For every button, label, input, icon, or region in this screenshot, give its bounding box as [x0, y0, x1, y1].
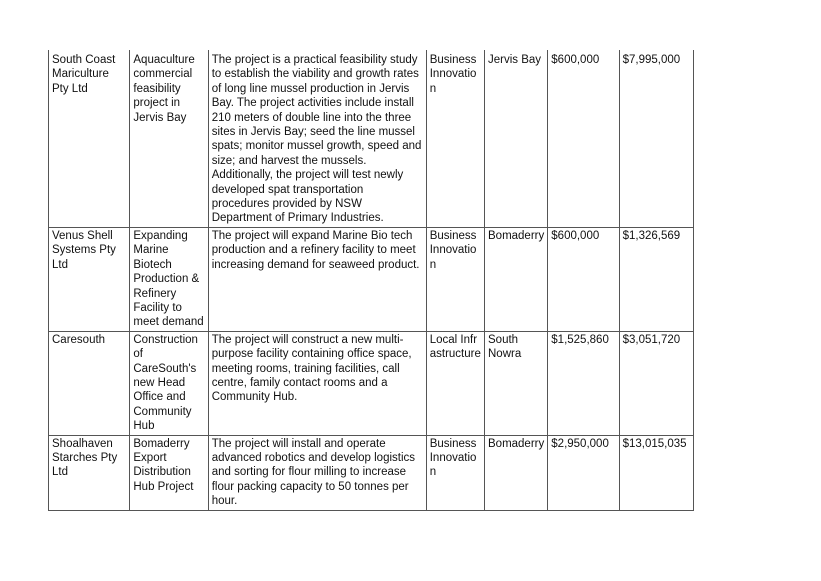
description-cell: The project is a practical feasibility study to establish the viability and growth rates of long line mussel production in Jervis Bay. The project activities include install 210 meters of double line into the three sites in Jervis Bay; seed the line mussel spats; monitor mussel growth, speed and size; and harvest the mussels. Additionally, the project will test newly developed spat transportation procedures provided by NSW Department of Primary Industries. — [208, 50, 426, 227]
stream-cell: Business Innovation — [426, 435, 484, 510]
organisation-cell: Shoalhaven Starches Pty Ltd — [49, 435, 130, 510]
stream-cell: Business Innovation — [426, 227, 484, 331]
total-cost-cell: $13,015,035 — [619, 435, 693, 510]
grant-amount-cell: $600,000 — [548, 227, 619, 331]
project-cell: Expanding Marine Biotech Production & Refinery Facility to meet demand — [130, 227, 208, 331]
grant-amount-cell: $600,000 — [548, 50, 619, 227]
table-row — [49, 227, 694, 331]
table-row — [49, 331, 694, 435]
description-cell: The project will install and operate advanced robotics and develop logistics and sorting for flour milling to increase flour packing capacity to 50 tonnes per hour. — [208, 435, 426, 510]
stream-cell: Business Innovation — [426, 50, 484, 227]
location-cell: Bomaderry — [485, 435, 548, 510]
description-cell: The project will expand Marine Bio tech production and a refinery facility to meet increasing demand for seaweed product. — [208, 227, 426, 331]
table-row — [49, 435, 694, 510]
organisation-cell: South Coast Mariculture Pty Ltd — [49, 50, 130, 227]
description-cell: The project will construct a new multi-purpose facility containing office space, meeting rooms, training facilities, call centre, family contact rooms and a Community Hub. — [208, 331, 426, 435]
total-cost-cell: $3,051,720 — [619, 331, 693, 435]
grant-amount-cell: $1,525,860 — [548, 331, 619, 435]
project-cell: Bomaderry Export Distribution Hub Project — [130, 435, 208, 510]
project-cell: Construction of CareSouth's new Head Office and Community Hub — [130, 331, 208, 435]
grants-table-container — [48, 50, 694, 511]
table-row — [49, 50, 694, 227]
organisation-cell: Caresouth — [49, 331, 130, 435]
total-cost-cell: $1,326,569 — [619, 227, 693, 331]
project-cell: Aquaculture commercial feasibility project in Jervis Bay — [130, 50, 208, 227]
grant-amount-cell: $2,950,000 — [548, 435, 619, 510]
location-cell: Bomaderry — [485, 227, 548, 331]
location-cell: South Nowra — [485, 331, 548, 435]
grants-table — [48, 50, 694, 511]
stream-cell: Local Infrastructure — [426, 331, 484, 435]
total-cost-cell: $7,995,000 — [619, 50, 693, 227]
organisation-cell: Venus Shell Systems Pty Ltd — [49, 227, 130, 331]
location-cell: Jervis Bay — [485, 50, 548, 227]
